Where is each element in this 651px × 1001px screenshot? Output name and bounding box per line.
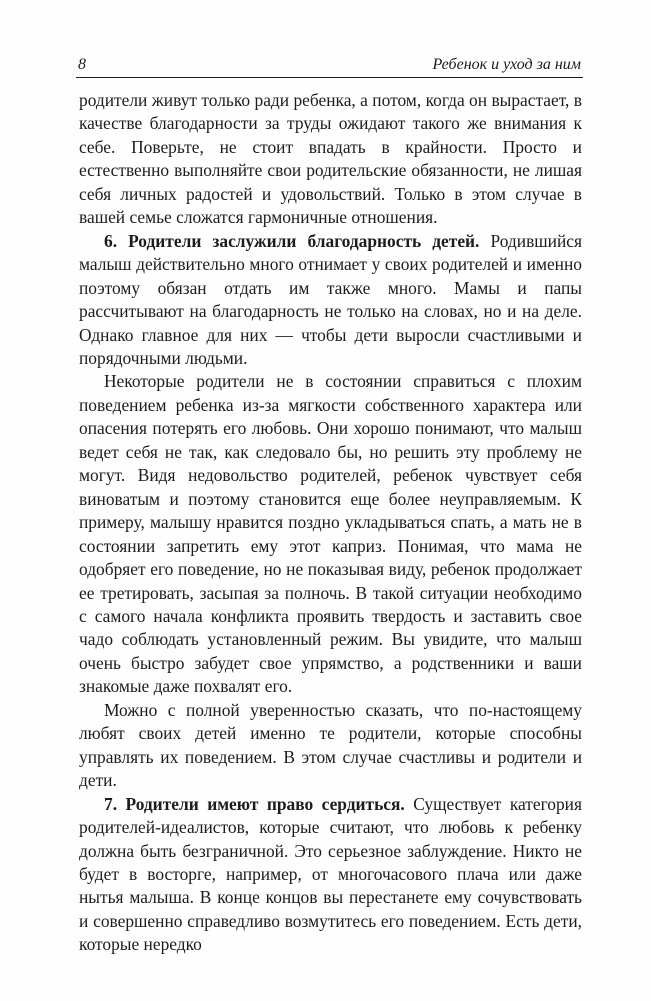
paragraph-text: Некоторые родители не в состоянии справиться с плохим поведением ребенка из-за мягкости собственного характера или опасения потерять его любовь. Они хорошо понимают, что малыш ведет себя не так, как следовало бы, но решить эту проблему не могут. Видя недовольство родителей, ребенок чувствует себя виноватым и поэтому становится еще более неуправляемым. К примеру, малышу нравится поздно укладываться спать, а мать не в состоянии запретить ему этот каприз. Понимая, что мама не одобряет его поведение, но не показывая виду, ребенок продолжает ее третировать, засыпая за полночь. В такой ситуации необходимо с самого начала конфликта проявить твердость и заставить свое чадо соблюдать установленный режим. Вы увидите, что малыш очень быстро забудет свое упрямство, а родственники и ваши знакомые даже похвалят его.	[79, 371, 582, 697]
paragraph-section-7	[79, 793, 582, 957]
paragraph-section-6	[79, 230, 582, 371]
page-number: 8	[78, 56, 86, 73]
paragraph	[79, 699, 582, 793]
paragraph-text: родители живут только ради ребенка, а потом, когда он вырастает, в качестве благодарности за труды ожидают такого же внимания к себе. Поверьте, не стоит впадать в крайности. Просто и естественно выполняйте свои родительские обязанности, не лишая себя личных радостей и удовольствий. Только в этом случае в вашей семье сложатся гармоничные отношения.	[79, 90, 582, 228]
paragraph-text: Родившийся малыш действительно много отнимает у своих родителей и именно поэтому обязан отдать им также много. Мамы и папы рассчитывают на благодарность не только на словах, но и на деле. Однако главное для них — чтобы дети выросли счастливыми и порядочными людьми.	[79, 230, 583, 368]
section-heading-6: 6. Родители заслужили благодарность детей.	[104, 230, 480, 251]
running-head	[76, 52, 583, 78]
section-heading-7: 7. Родители имеют право сердиться.	[104, 793, 405, 814]
paragraph-text: Можно с полной уверенностью сказать, что по-настоящему любят своих детей именно те родители, которые способны управлять их поведением. В этом случае счастливы и родители и дети.	[79, 699, 582, 791]
paragraph	[79, 370, 582, 698]
running-title: Ребенок и уход за ним	[432, 56, 581, 73]
paragraph-continuation	[79, 89, 582, 230]
paragraph-text: Существует категория родителей-идеалистов, которые считают, что любовь к ребенку должна быть безграничной. Это серьезное заблуждение. Никто не будет в восторге, например, от многочасового плача или даже нытья малыша. В конце концов вы перестанете ему сочувствовать и совершенно справедливо возмутитесь его поведением. Есть дети, которые нередко	[79, 793, 582, 955]
header-rule	[76, 77, 583, 78]
body-text	[79, 89, 582, 957]
